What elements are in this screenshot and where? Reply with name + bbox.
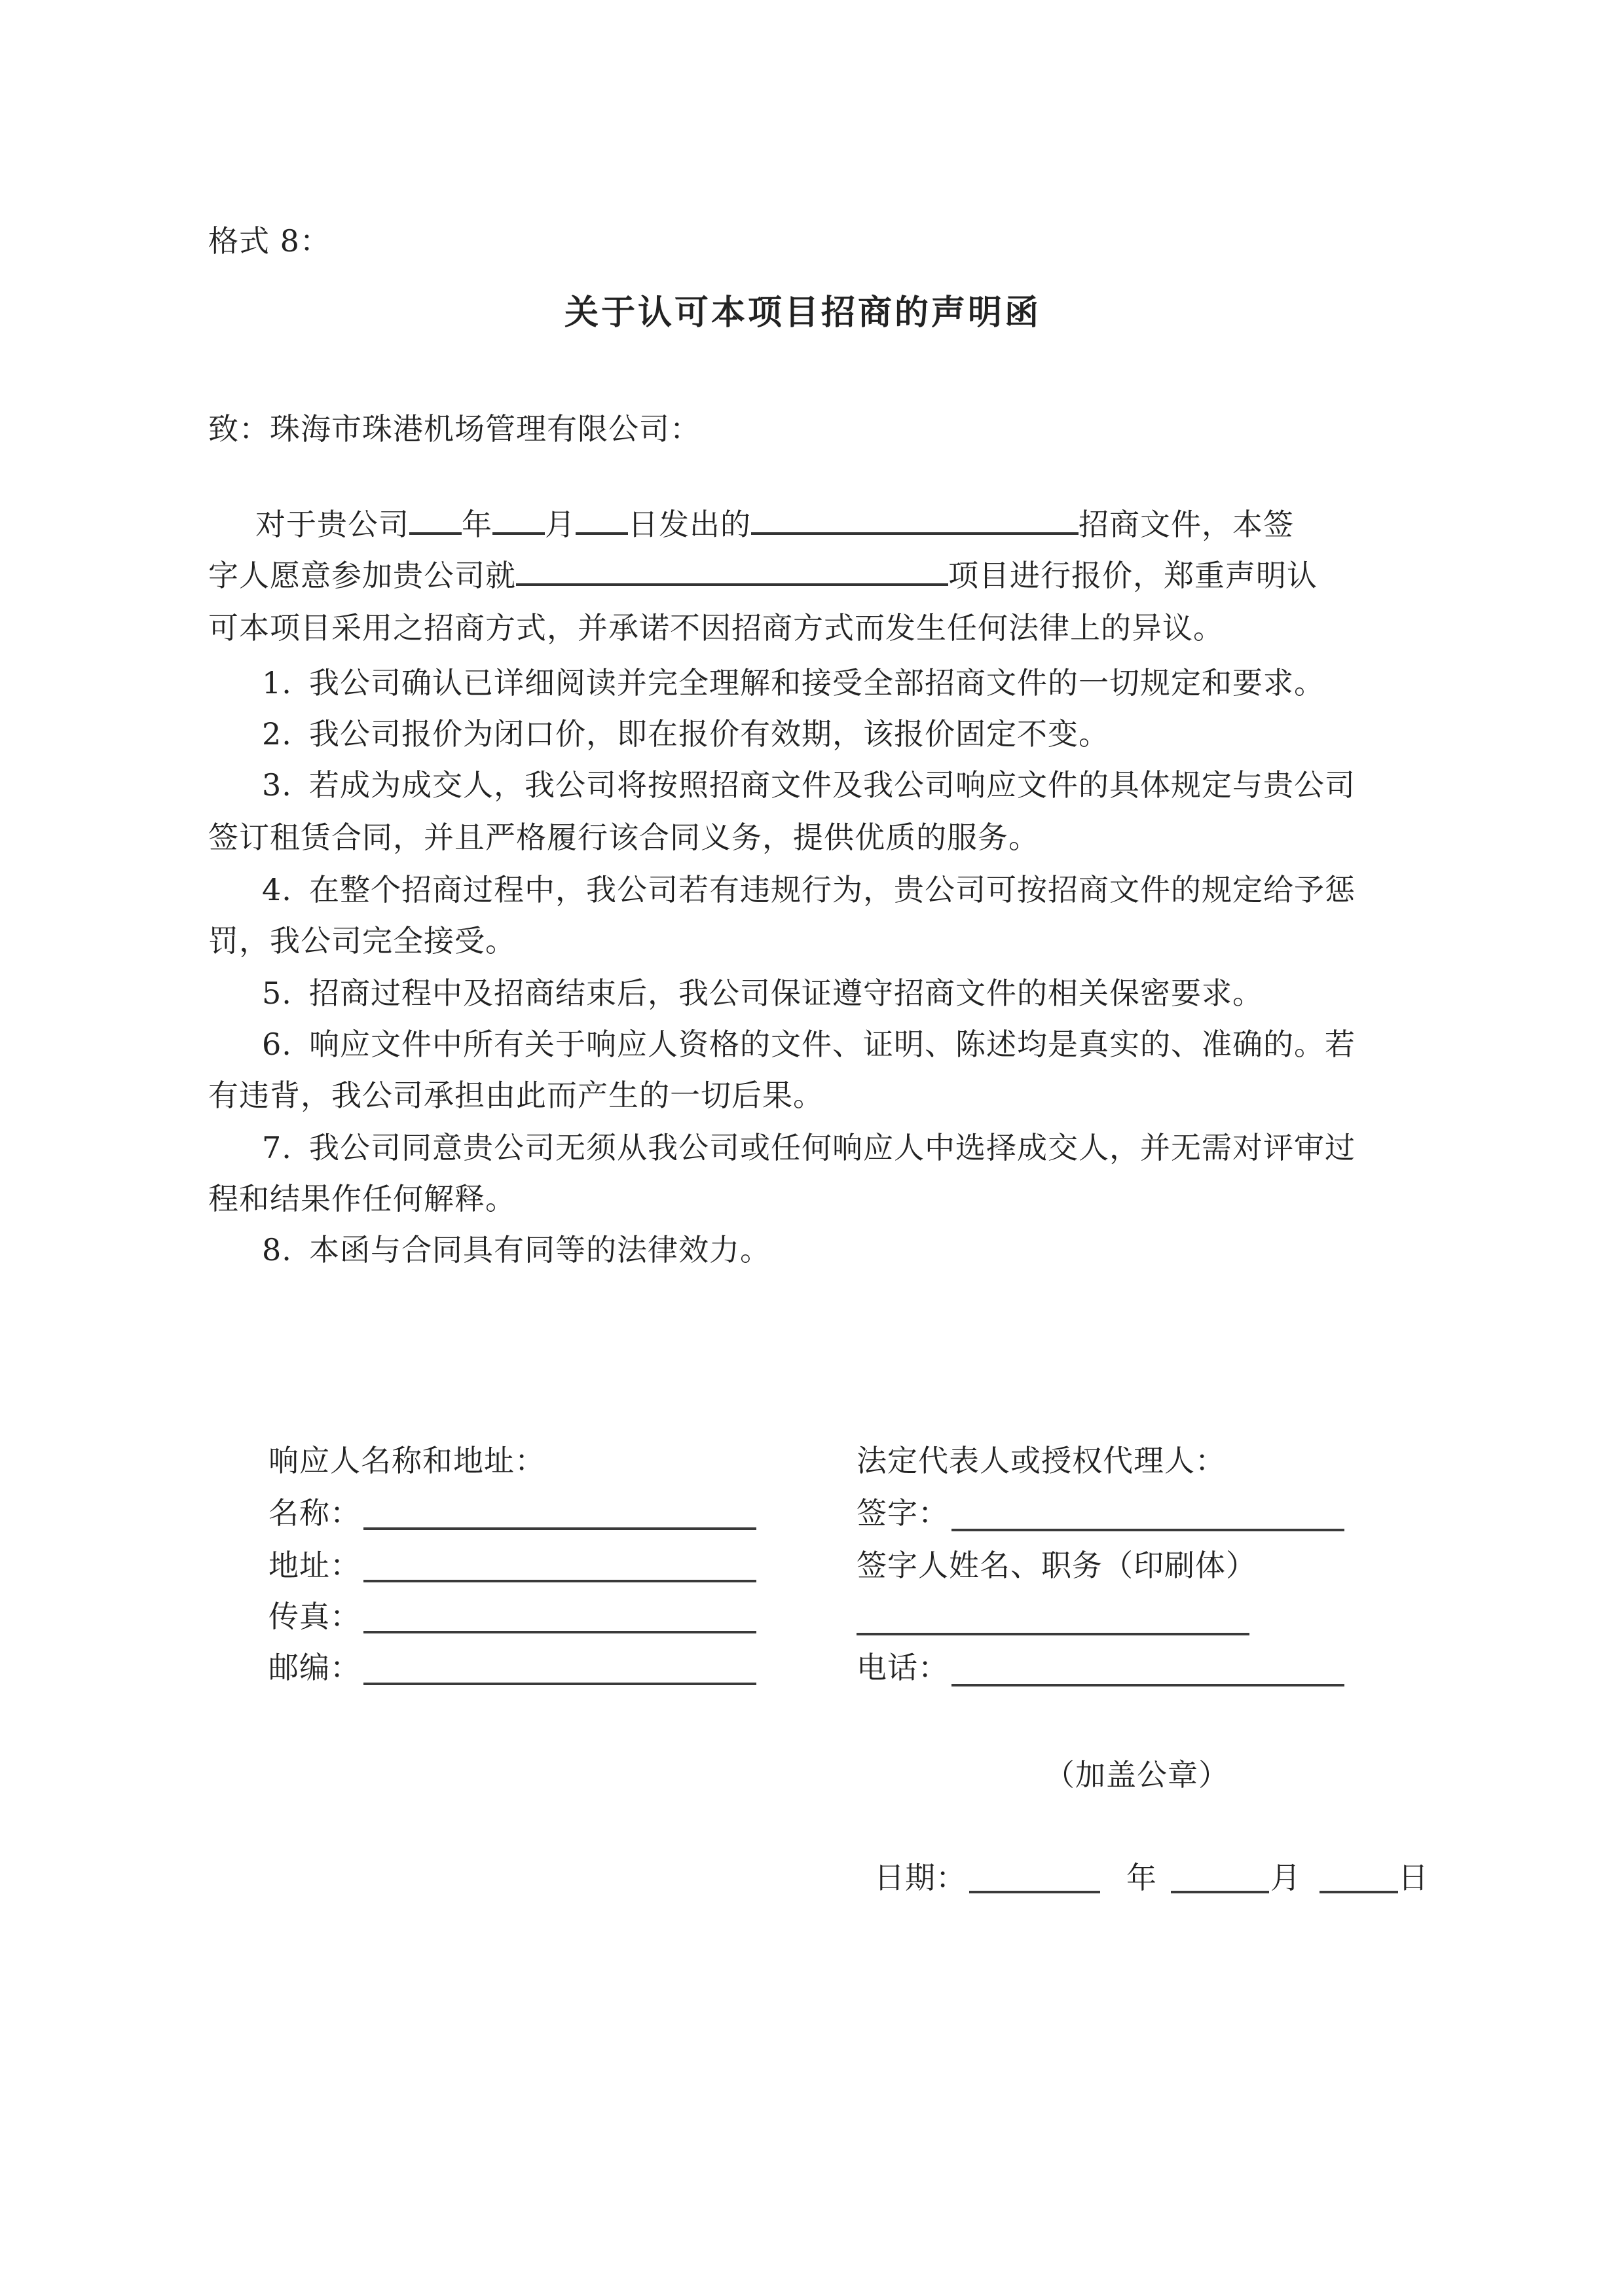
- date-month-field[interactable]: [1171, 1891, 1269, 1893]
- address-field[interactable]: [363, 1580, 756, 1582]
- item-number: 6.: [262, 1027, 292, 1062]
- item-text: 我公司报价为闭口价，即在报价有效期，该报价固定不变。: [309, 716, 1109, 752]
- item-3: [262, 767, 1356, 803]
- signature-field[interactable]: [951, 1529, 1344, 1531]
- signer-name-title-field[interactable]: [857, 1633, 1249, 1635]
- day-blank[interactable]: [576, 532, 628, 535]
- date-label: 日期：: [874, 1860, 967, 1895]
- year-text: 年: [462, 507, 492, 542]
- item-number: 3.: [262, 767, 292, 803]
- intro-text: 招商文件，本签: [1079, 507, 1294, 542]
- item-number: 7.: [262, 1130, 292, 1165]
- intro-line-1: [255, 507, 1294, 542]
- intro-line-3: 可本项目采用之招商方式，并承诺不因招商方式而发生任何法律上的异议。: [208, 610, 1224, 646]
- sign-label: 签字：: [857, 1495, 949, 1531]
- seal-note: （加盖公章）: [1044, 1757, 1229, 1793]
- page-title: 关于认可本项目招商的声明函: [564, 293, 1042, 333]
- item-7: [262, 1130, 1356, 1165]
- format-label: 格式 8：: [208, 223, 331, 259]
- item-text: 若成为成交人，我公司将按照招商文件及我公司响应文件的具体规定与贵公司: [309, 767, 1356, 803]
- postcode-label: 邮编：: [268, 1650, 361, 1685]
- date-day-text: 日: [1398, 1860, 1429, 1895]
- item-text: 本函与合同具有同等的法律效力。: [309, 1232, 771, 1267]
- respondent-heading: 响应人名称和地址：: [268, 1443, 545, 1478]
- fax-label: 传真：: [268, 1599, 361, 1634]
- year-blank[interactable]: [409, 532, 462, 535]
- item-number: 2.: [262, 716, 292, 752]
- phone-label: 电话：: [857, 1650, 949, 1685]
- item-text: 我公司同意贵公司无须从我公司或任何响应人中选择成交人，并无需对评审过: [309, 1130, 1356, 1165]
- item-8: [262, 1232, 771, 1267]
- item-4-cont: 罚，我公司完全接受。: [208, 923, 516, 958]
- item-6: [262, 1027, 1356, 1062]
- name-label: 名称：: [268, 1495, 361, 1531]
- item-2: [262, 716, 1109, 752]
- item-number: 5.: [262, 975, 292, 1011]
- signer-name-title-label: 签字人姓名、职务（印刷体）: [857, 1548, 1257, 1583]
- postcode-field[interactable]: [363, 1683, 756, 1685]
- item-number: 1.: [262, 665, 292, 701]
- date-year-text: 年: [1126, 1860, 1157, 1895]
- name-field[interactable]: [363, 1527, 756, 1530]
- item-text: 响应文件中所有关于响应人资格的文件、证明、陈述均是真实的、准确的。若: [309, 1027, 1356, 1062]
- month-blank[interactable]: [492, 532, 545, 535]
- intro-line-2: [208, 560, 1318, 591]
- item-6-cont: 有违背，我公司承担由此而产生的一切后果。: [208, 1078, 824, 1113]
- phone-field[interactable]: [951, 1684, 1344, 1686]
- fax-field[interactable]: [363, 1631, 756, 1633]
- date-month-text: 月: [1270, 1860, 1301, 1895]
- item-number: 4.: [262, 872, 292, 907]
- day-text: 日发出的: [628, 507, 751, 542]
- item-3-cont: 签订租赁合同，并且严格履行该合同义务，提供优质的服务。: [208, 820, 1039, 855]
- item-text: 招商过程中及招商结束后，我公司保证遵守招商文件的相关保密要求。: [309, 975, 1263, 1011]
- month-text: 月: [545, 507, 576, 542]
- intro-text: 字人愿意参加贵公司就: [208, 558, 516, 593]
- addressee: 致：珠海市珠港机场管理有限公司：: [208, 411, 701, 446]
- item-7-cont: 程和结果作任何解释。: [208, 1181, 516, 1216]
- address-label: 地址：: [268, 1548, 361, 1583]
- intro-text: 对于贵公司: [255, 507, 409, 542]
- item-text: 在整个招商过程中，我公司若有违规行为，贵公司可按招商文件的规定给予惩: [309, 872, 1356, 907]
- item-4: [262, 872, 1356, 907]
- intro-text: 项目进行报价，郑重声明认: [948, 558, 1318, 593]
- project-name-blank[interactable]: [516, 583, 948, 586]
- item-number: 8.: [262, 1232, 292, 1267]
- date-day-field[interactable]: [1320, 1891, 1398, 1893]
- item-5: [262, 975, 1263, 1011]
- document-name-blank[interactable]: [751, 532, 1079, 535]
- item-1: [262, 665, 1325, 701]
- representative-heading: 法定代表人或授权代理人：: [857, 1443, 1226, 1478]
- date-year-field[interactable]: [969, 1891, 1100, 1893]
- item-text: 我公司确认已详细阅读并完全理解和接受全部招商文件的一切规定和要求。: [309, 665, 1325, 701]
